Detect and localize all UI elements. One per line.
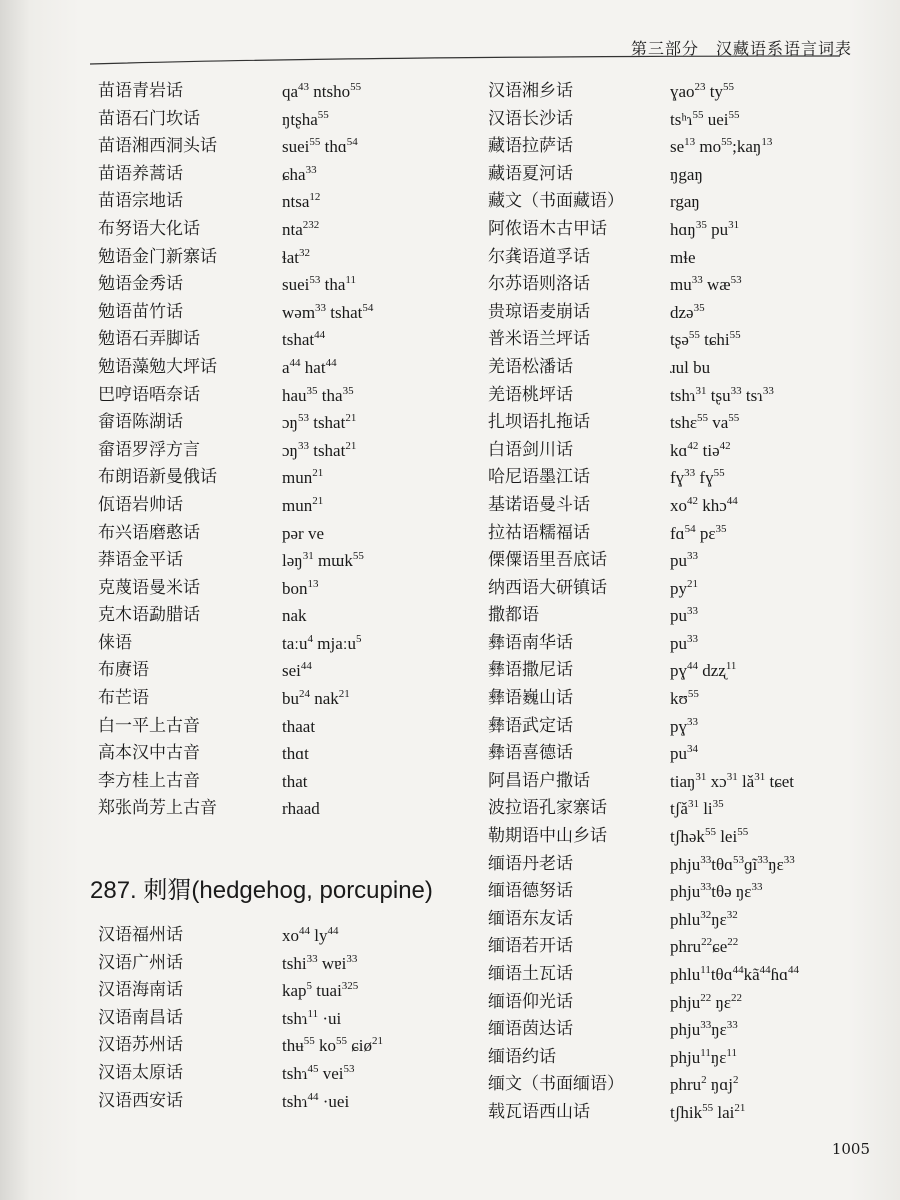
phonetic-form: phju$^{11}$ŋɛ$^{11}$: [670, 1046, 737, 1067]
phonetic-form: fɑ$^{54}$ pɛ$^{35}$: [670, 522, 727, 543]
language-name: 苗语养蒿话: [98, 163, 183, 184]
language-name: 汉语太原话: [98, 1062, 183, 1083]
phonetic-form: thɑt: [282, 744, 309, 764]
language-name: 布芒语: [98, 688, 149, 709]
phonetic-form: ɬat$^{32}$: [282, 246, 310, 267]
phonetic-form: ŋtʂha$^{55}$: [282, 108, 329, 129]
phonetic-form: $a^{44}$ hat$^{44}$: [282, 356, 337, 377]
language-name: 勉语苗竹话: [98, 301, 183, 322]
language-name: 藏语拉萨话: [488, 136, 573, 157]
language-name: 撒都语: [488, 605, 539, 626]
phonetic-form: $qa^{43}$ ntsho$^{55}$: [282, 81, 362, 101]
phonetic-form: ɔŋ$^{33}$ tshat$^{21}$: [282, 439, 357, 460]
language-name: 缅语若开话: [488, 936, 573, 957]
language-name: 巴哼语唔奈话: [98, 384, 200, 405]
phonetic-form: $xo^{44}$ $ly^{44}$: [282, 925, 339, 945]
language-name: 尔苏语则洛话: [488, 274, 590, 295]
language-name: 勉语藻勉大坪话: [98, 356, 217, 377]
language-name: 缅语丹老话: [488, 853, 573, 874]
language-name: 勉语金门新寨话: [98, 246, 217, 267]
phonetic-form: $pu^{33}$: [670, 550, 698, 571]
phonetic-form: fɣ$^{33}$ fɣ$^{55}$: [670, 467, 725, 488]
language-name: 哈尼语墨江话: [488, 467, 590, 488]
language-name: 白一平上古音: [98, 715, 200, 736]
language-name: 莽语金平话: [98, 550, 183, 571]
language-name: 汉语南昌话: [98, 1007, 183, 1028]
language-name: 羌语桃坪话: [488, 384, 573, 405]
phonetic-form: $xo^{42}$ khɔ$^{44}$: [670, 494, 738, 515]
language-name: 李方桂上古音: [98, 770, 200, 791]
phonetic-form: phju$^{33}$tθɑ$^{53}$ɡĩ$^{33}$ŋɛ$^{33}$: [670, 853, 795, 874]
language-name: 白语剑川话: [488, 439, 573, 460]
section-number: 287.: [90, 877, 137, 904]
phonetic-form: suei$^{55}$ thɑ$^{54}$: [282, 136, 358, 157]
language-name: 阿昌语户撒话: [488, 770, 590, 791]
language-name: 藏文（书面藏语）: [488, 191, 624, 212]
language-name: 彝语撒尼话: [488, 660, 573, 681]
phonetic-form: dzə$^{35}$: [670, 301, 705, 322]
language-name: 畲语罗浮方言: [98, 439, 200, 460]
language-name: 贵琼语麦崩话: [488, 301, 590, 322]
language-name: 扎坝语扎拖话: [488, 412, 590, 433]
language-name: 苗语湘西洞头话: [98, 136, 217, 157]
section-heading: [90, 870, 433, 905]
phonetic-form: nta$^{232}$: [282, 218, 320, 239]
language-name: 彝语南华话: [488, 632, 573, 653]
phonetic-form: hɑŋ$^{35}$ $pu^{31}$: [670, 218, 740, 239]
language-name: 藏语夏河话: [488, 163, 573, 184]
language-name: 缅文（书面缅语）: [488, 1074, 624, 1095]
phonetic-form: tshɛ$^{55}$ $va^{55}$: [670, 412, 740, 433]
phonetic-form: $pu^{33}$: [670, 605, 698, 626]
language-name: 阿侬语木古甲话: [488, 218, 607, 239]
phonetic-form: $mu^{33}$ $wæ^{53}$: [670, 274, 742, 295]
language-name: 克木语勐腊话: [98, 605, 200, 626]
phonetic-form: $se^{13}$ $mo^{55};kaŋ^{13}$: [670, 136, 773, 157]
language-name: 缅语东友话: [488, 908, 573, 929]
language-name: 布赓语: [98, 660, 149, 681]
phonetic-form: ntsa$^{12}$: [282, 191, 321, 212]
phonetic-form: pɣ$^{33}$: [670, 715, 698, 736]
language-name: 尔龚语道孚话: [488, 246, 590, 267]
language-name: 佤语岩帅话: [98, 494, 183, 515]
phonetic-form: tiaŋ$^{31}$ xɔ$^{31}$ $lǎ^{31}$ tɕet: [670, 770, 795, 791]
phonetic-form: phju$^{33}$tθə ŋɛ$^{33}$: [670, 881, 763, 902]
phonetic-form: ɣao$^{23}$ $ty^{55}$: [670, 81, 735, 101]
phonetic-form: kap$^5$ tuai$^{325}$: [282, 980, 359, 1001]
running-header: 第三部分 汉藏语系语言词表: [630, 39, 852, 58]
phonetic-form: kɑ$^{42}$ tiə$^{42}$: [670, 439, 731, 460]
language-name: 彝语武定话: [488, 715, 573, 736]
phonetic-form: bon$^{13}$: [282, 577, 319, 598]
phonetic-form: pɣ$^{44}$ dzʐ$^{11}$: [670, 660, 737, 681]
phonetic-form: tsʰɿ$^{55}$ uei$^{55}$: [670, 108, 740, 129]
phonetic-form: $py^{21}$: [670, 577, 698, 598]
language-name: 郑张尚芳上古音: [98, 798, 217, 819]
phonetic-form: ɹul bu: [670, 357, 711, 377]
language-name: 俫语: [98, 632, 132, 653]
language-name: 波拉语孔家寨话: [488, 798, 607, 819]
language-name: 苗语石门坎话: [98, 108, 200, 129]
language-name: 缅语土瓦话: [488, 964, 573, 984]
language-name: 彝语巍山话: [488, 688, 573, 709]
phonetic-form: suei$^{53}$ tha$^{11}$: [282, 274, 357, 295]
phonetic-form: tʃhək$^{55}$ lei$^{55}$: [670, 826, 749, 847]
phonetic-form: sei$^{44}$: [282, 660, 312, 681]
language-name: 汉语福州话: [98, 925, 183, 945]
phonetic-form: ləŋ$^{31}$ mɯk$^{55}$: [282, 550, 364, 571]
language-name: 缅语仰光话: [488, 991, 573, 1012]
phonetic-form: phlu$^{32}$ŋɛ$^{32}$: [670, 908, 738, 929]
phonetic-form: hau$^{35}$ tha$^{35}$: [282, 384, 354, 405]
language-name: 布朗语新曼俄话: [98, 467, 217, 488]
phonetic-form: tshat$^{44}$: [282, 329, 326, 350]
language-name: 缅语德努话: [488, 881, 573, 902]
phonetic-form: taːu$^4$ mjaːu$^5$: [282, 632, 362, 653]
section-title: 刺猬(hedgehog, porcupine): [143, 877, 433, 904]
phonetic-form: mun$^{21}$: [282, 494, 324, 515]
phonetic-form: tshɿ$^{45}$ vei$^{53}$: [282, 1062, 355, 1083]
phonetic-form: nak: [282, 606, 307, 626]
phonetic-form: tʃǎ$^{31}$ $li^{35}$: [670, 798, 724, 819]
phonetic-form: $pu^{34}$: [670, 743, 698, 764]
phonetic-form: $phlu^{11}t\theta ɑ^{44}kã^{44}ɦɑ^{44}$: [670, 964, 800, 984]
language-name: 苗语青岩话: [98, 81, 183, 101]
language-name: 羌语松潘话: [488, 356, 573, 377]
phonetic-form: thaat: [282, 716, 316, 736]
phonetic-form: mɬe: [670, 247, 696, 267]
language-name: 畲语陈湖话: [98, 412, 183, 433]
phonetic-form: phru$^2$ ŋɑj$^2$: [670, 1074, 739, 1095]
language-name: 缅语约话: [488, 1046, 556, 1067]
phonetic-form: ɔŋ$^{53}$ tshat$^{21}$: [282, 412, 357, 433]
phonetic-form: thʉ$^{55}$ $ko^{55}$ ɕiø$^{21}$: [282, 1035, 384, 1056]
phonetic-form: ɕha$^{33}$: [282, 163, 317, 184]
language-name: 纳西语大研镇话: [488, 577, 607, 598]
phonetic-form: rgaŋ: [670, 192, 700, 212]
phonetic-form: tshi$^{33}$ wɐi$^{33}$: [282, 952, 358, 973]
language-name: 基诺语曼斗话: [488, 494, 590, 515]
language-name: 缅语茵达话: [488, 1019, 573, 1040]
phonetic-form: tshɿ$^{31}$ tʂu$^{33}$ tsɿ$^{33}$: [670, 384, 774, 405]
phonetic-form: $pu^{33}$: [670, 632, 698, 653]
phonetic-form: phju$^{22}$ ŋɛ$^{22}$: [670, 991, 743, 1012]
phonetic-form: phju$^{33}$ŋɛ$^{33}$: [670, 1019, 738, 1040]
language-name: 汉语广州话: [98, 952, 183, 973]
phonetic-form: tshɿ$^{11}$ ·ui: [282, 1007, 342, 1028]
language-name: 勉语石弄脚话: [98, 329, 200, 350]
phonetic-form: tʂə$^{55}$ tɕhi$^{55}$: [670, 329, 741, 350]
page-number: 1005: [831, 1140, 870, 1158]
language-name: 汉语长沙话: [488, 108, 573, 129]
language-name: 汉语湘乡话: [488, 81, 573, 101]
language-name: 高本汉中古音: [98, 743, 200, 764]
language-name: 勒期语中山乡话: [488, 826, 607, 847]
phonetic-form: mun$^{21}$: [282, 467, 324, 488]
phonetic-form: rhaad: [282, 799, 320, 819]
phonetic-form: tshɿ$^{44}$ ·uei: [282, 1090, 350, 1111]
language-name: 汉语苏州话: [98, 1035, 183, 1056]
phonetic-form: $bu^{24}$ nak$^{21}$: [282, 688, 350, 709]
language-name: 拉祜语糯福话: [488, 522, 590, 543]
phonetic-form: wəm$^{33}$ tshat$^{54}$: [282, 301, 374, 322]
language-name: 布努语大化话: [98, 218, 200, 239]
phonetic-form: pər ve: [282, 523, 325, 543]
language-name: 克蔑语曼米话: [98, 577, 200, 598]
language-name: 汉语海南话: [98, 980, 183, 1001]
language-name: 布兴语磨憨话: [98, 522, 200, 543]
phonetic-form: tʃhik$^{55}$ lai$^{21}$: [670, 1101, 746, 1122]
language-name: 勉语金秀话: [98, 274, 183, 295]
phonetic-form: that: [282, 771, 308, 791]
phonetic-form: kʊ$^{55}$: [670, 688, 699, 709]
phonetic-form: phru$^{22}$ɕe$^{22}$: [670, 936, 739, 957]
language-name: 汉语西安话: [98, 1090, 183, 1111]
phonetic-form: ŋgaŋ: [670, 164, 703, 184]
language-name: 苗语宗地话: [98, 191, 183, 212]
language-name: 载瓦语西山话: [488, 1101, 590, 1122]
language-name: 傈僳语里吾底话: [488, 550, 607, 571]
language-name: 彝语喜德话: [488, 743, 573, 764]
language-name: 普米语兰坪话: [488, 329, 590, 350]
